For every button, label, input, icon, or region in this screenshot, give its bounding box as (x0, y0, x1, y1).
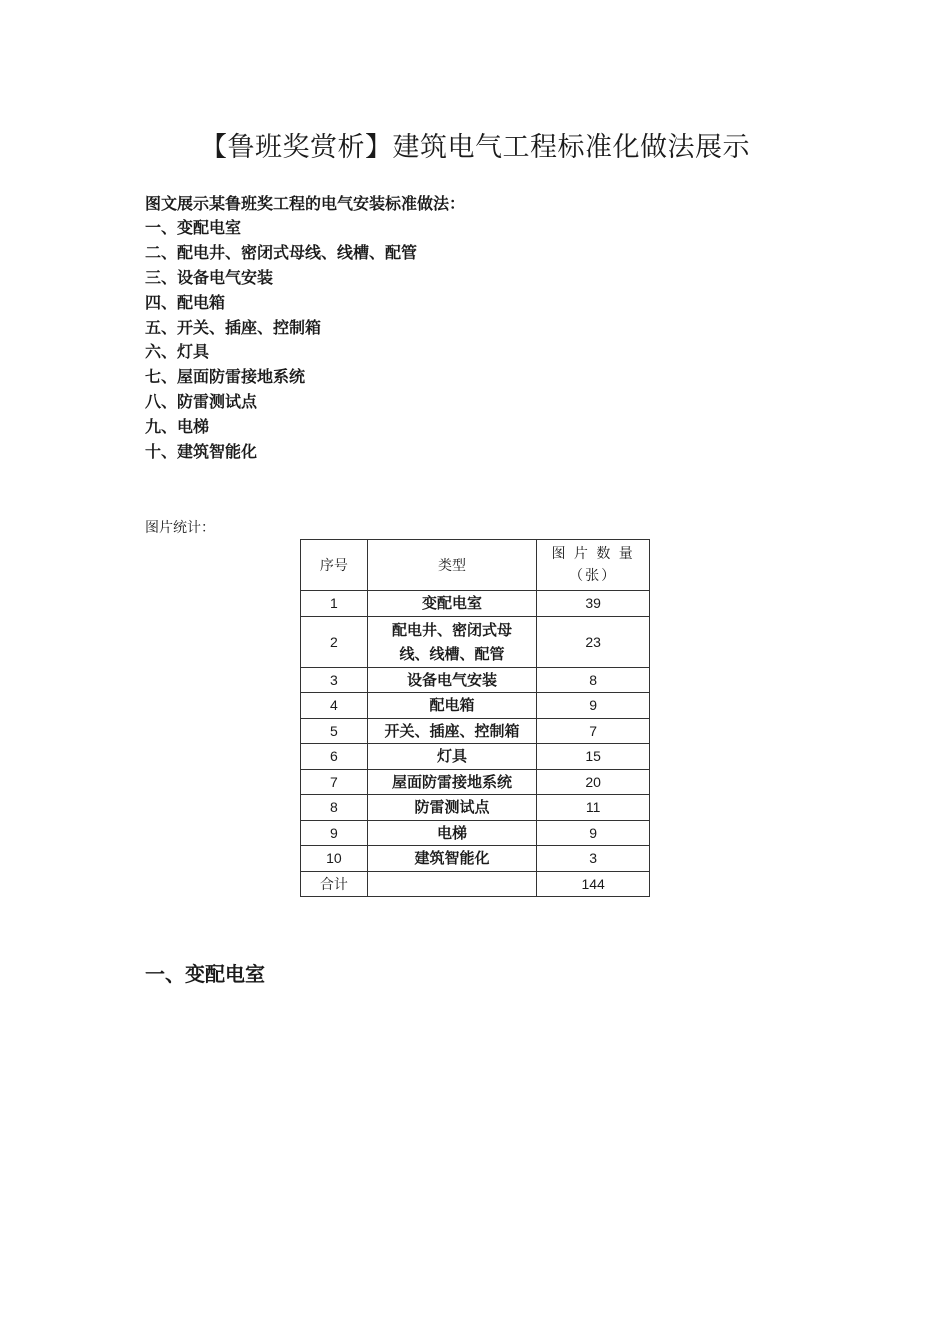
row-count: 20 (537, 769, 650, 795)
row-index: 7 (301, 769, 368, 795)
table-of-contents (145, 216, 417, 465)
row-type: 开关、插座、控制箱 (367, 718, 537, 744)
row-index: 2 (301, 616, 368, 667)
row-index: 4 (301, 693, 368, 719)
toc-item: 三、设备电气安装 (145, 267, 274, 287)
table-row (301, 693, 650, 719)
page-title: 【鲁班奖赏析】建筑电气工程标准化做法展示 (200, 132, 750, 163)
row-type: 灯具 (367, 744, 537, 770)
table-row (301, 820, 650, 846)
table-row (301, 744, 650, 770)
row-type: 配电箱 (367, 693, 537, 719)
table-row (301, 846, 650, 872)
table-row (301, 795, 650, 821)
row-count: 7 (537, 718, 650, 744)
toc-item: 二、配电井、密闭式母线、线槽、配管 (145, 242, 418, 262)
row-type: 建筑智能化 (367, 846, 537, 872)
row-index: 5 (301, 718, 368, 744)
total-type (367, 871, 537, 897)
row-count: 39 (537, 591, 650, 617)
table-row (301, 769, 650, 795)
header-count: 图 片 数 量（张） (537, 540, 650, 591)
section-heading: 一、变配电室 (145, 962, 265, 986)
toc-item: 七、屋面防雷接地系统 (145, 367, 306, 387)
toc-item: 八、防雷测试点 (145, 392, 258, 412)
toc-item: 十、建筑智能化 (145, 442, 258, 462)
row-count: 15 (537, 744, 650, 770)
stats-table (300, 539, 650, 897)
toc-item: 九、电梯 (145, 417, 210, 437)
toc-item: 六、灯具 (145, 342, 210, 362)
row-type: 屋面防雷接地系统 (367, 769, 537, 795)
row-type: 设备电气安装 (367, 667, 537, 693)
header-type: 类型 (367, 540, 537, 591)
row-index: 3 (301, 667, 368, 693)
row-index: 9 (301, 820, 368, 846)
table-row (301, 591, 650, 617)
row-type: 配电井、密闭式母线、线槽、配管 (367, 616, 537, 667)
toc-item: 五、开关、插座、控制箱 (145, 317, 322, 337)
table-row (301, 667, 650, 693)
toc-item: 一、变配电室 (145, 218, 242, 237)
row-index: 10 (301, 846, 368, 872)
table-row (301, 616, 650, 667)
row-count: 3 (537, 846, 650, 872)
stats-label: 图片统计： (145, 520, 215, 536)
table-total-row (301, 871, 650, 897)
intro-text: 图文展示某鲁班奖工程的电气安装标准做法： (145, 194, 466, 213)
row-index: 8 (301, 795, 368, 821)
row-index: 6 (301, 744, 368, 770)
row-type: 防雷测试点 (367, 795, 537, 821)
total-label: 合计 (301, 871, 368, 897)
header-index: 序号 (301, 540, 368, 591)
row-index: 1 (301, 591, 368, 617)
row-count: 23 (537, 616, 650, 667)
total-count: 144 (537, 871, 650, 897)
row-count: 11 (537, 795, 650, 821)
row-type: 电梯 (367, 820, 537, 846)
row-count: 8 (537, 667, 650, 693)
table-row (301, 718, 650, 744)
toc-item: 四、配电箱 (145, 292, 226, 312)
row-type: 变配电室 (367, 591, 537, 617)
row-count: 9 (537, 693, 650, 719)
row-count: 9 (537, 820, 650, 846)
